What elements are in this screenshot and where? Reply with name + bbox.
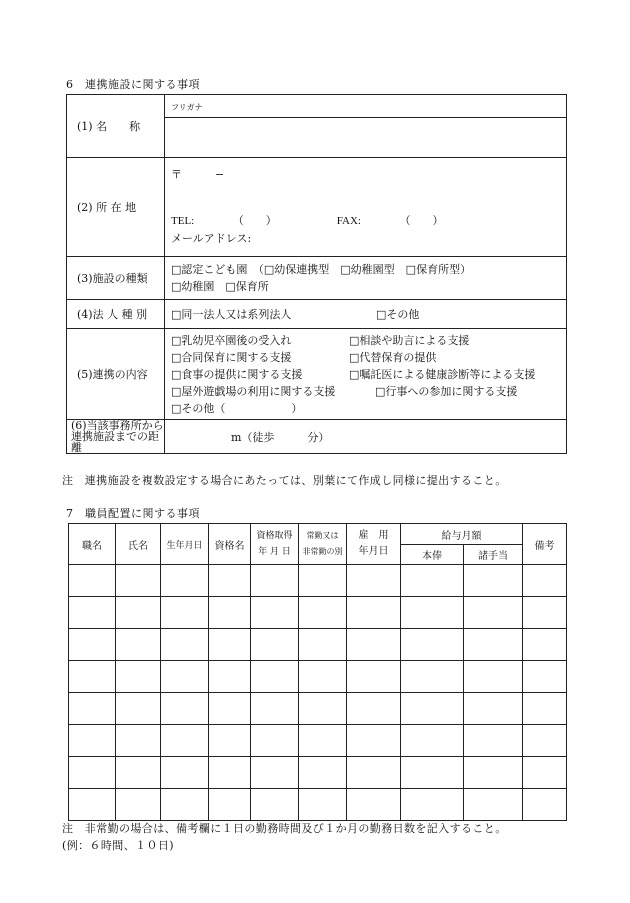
header-hire-date: 雇 用 年月日: [347, 524, 401, 565]
table-cell[interactable]: [116, 757, 161, 789]
table-cell[interactable]: [116, 693, 161, 725]
table-cell[interactable]: [401, 725, 464, 757]
table-cell[interactable]: [251, 565, 299, 597]
table-cell[interactable]: [209, 565, 251, 597]
name-field[interactable]: [165, 118, 567, 158]
facility-type-label: (3)施設の種類: [67, 257, 165, 300]
table-row: [69, 597, 567, 629]
table-cell[interactable]: [401, 661, 464, 693]
table-cell[interactable]: [347, 693, 401, 725]
header-name: 氏名: [116, 524, 161, 565]
table-cell[interactable]: [347, 789, 401, 821]
coop-option[interactable]: □相談や助言による支援: [349, 333, 470, 347]
furigana-field[interactable]: [165, 95, 567, 118]
distance-label: [67, 420, 165, 454]
table-cell[interactable]: [401, 565, 464, 597]
coop-option[interactable]: □代替保育の提供: [349, 350, 437, 364]
table-cell[interactable]: [161, 661, 209, 693]
table-row: [69, 789, 567, 821]
facility-type-options[interactable]: [165, 257, 567, 300]
table-cell[interactable]: [69, 757, 116, 789]
section7-note: 注 非常勤の場合は、備考欄に１日の勤務時間及び１か月の勤務日数を記入すること。: [62, 822, 507, 835]
table-cell[interactable]: [209, 661, 251, 693]
table-cell[interactable]: [299, 661, 347, 693]
section7-heading: 7 職員配置に関する事項: [66, 507, 200, 520]
table-cell[interactable]: [464, 597, 523, 629]
table-cell[interactable]: [116, 629, 161, 661]
table-cell[interactable]: [251, 725, 299, 757]
staff-table: [68, 523, 567, 821]
address-field[interactable]: [165, 158, 567, 257]
address-label: (2) 所 在 地: [67, 158, 165, 257]
table-row: [69, 725, 567, 757]
table-cell[interactable]: [299, 757, 347, 789]
fax-label: FAX: （ ）: [336, 215, 444, 227]
furigana-label: フリガナ: [171, 102, 203, 112]
header-qual-date: 資格取得 年 月 日: [251, 524, 299, 565]
table-cell[interactable]: [116, 789, 161, 821]
postal-code: 〒 −: [171, 168, 225, 181]
table-cell[interactable]: [161, 597, 209, 629]
table-cell[interactable]: [347, 597, 401, 629]
facility-type-line2[interactable]: □幼稚園 □保育所: [171, 280, 269, 293]
table-cell[interactable]: [161, 725, 209, 757]
corp-type-option-other[interactable]: □その他: [376, 308, 420, 321]
table-cell[interactable]: [299, 629, 347, 661]
table-cell[interactable]: [347, 661, 401, 693]
table-cell[interactable]: [464, 661, 523, 693]
table-cell[interactable]: [401, 629, 464, 661]
facility-table: [66, 94, 567, 454]
table-cell[interactable]: [69, 565, 116, 597]
corp-type-label: (4)法 人 種 別: [67, 300, 165, 329]
table-cell[interactable]: [251, 629, 299, 661]
table-cell[interactable]: [347, 725, 401, 757]
table-row: [69, 565, 567, 597]
table-cell[interactable]: [116, 661, 161, 693]
facility-type-line1[interactable]: □認定こども園 （□幼保連携型 □幼稚園型 □保育所型）: [171, 263, 472, 276]
table-cell[interactable]: [209, 693, 251, 725]
table-cell[interactable]: [299, 693, 347, 725]
table-cell[interactable]: [161, 789, 209, 821]
table-cell[interactable]: [347, 757, 401, 789]
table-cell[interactable]: [464, 757, 523, 789]
table-cell[interactable]: [209, 629, 251, 661]
table-cell[interactable]: [299, 597, 347, 629]
table-cell[interactable]: [69, 629, 116, 661]
name-label: (1) 名 称: [67, 95, 165, 158]
table-cell[interactable]: [161, 629, 209, 661]
table-cell[interactable]: [464, 789, 523, 821]
header-fulltime: 常勤又は 非常勤の別: [299, 524, 347, 565]
header-qualification: 資格名: [209, 524, 251, 565]
header-job: 職名: [69, 524, 116, 565]
table-cell[interactable]: [347, 565, 401, 597]
section6-note: 注 連携施設を複数設定する場合にあたっては、別葉にて作成し同様に提出すること。: [62, 474, 507, 487]
table-cell[interactable]: [523, 629, 567, 661]
table-cell[interactable]: [209, 757, 251, 789]
table-cell[interactable]: [209, 725, 251, 757]
table-cell[interactable]: [401, 693, 464, 725]
table-cell[interactable]: [523, 789, 567, 821]
table-cell[interactable]: [299, 565, 347, 597]
header-salary: 給与月額: [401, 524, 523, 545]
header-base-salary: 本俸: [401, 545, 464, 565]
table-cell[interactable]: [161, 757, 209, 789]
distance-label-line1: (6)当該事務所から: [71, 419, 164, 432]
cooperation-options[interactable]: [165, 329, 567, 420]
table-cell[interactable]: [69, 661, 116, 693]
table-row: [69, 693, 567, 725]
staff-rows: [69, 565, 567, 821]
table-cell[interactable]: [69, 693, 116, 725]
table-cell[interactable]: [161, 565, 209, 597]
table-cell[interactable]: [464, 565, 523, 597]
table-row: [69, 629, 567, 661]
table-cell[interactable]: [464, 693, 523, 725]
table-cell[interactable]: [251, 693, 299, 725]
table-cell[interactable]: [523, 757, 567, 789]
cooperation-label: (5)連携の内容: [67, 329, 165, 420]
corp-type-options[interactable]: [165, 300, 567, 329]
header-remarks: 備考: [523, 524, 567, 565]
table-cell[interactable]: [116, 725, 161, 757]
coop-option[interactable]: □食事の提供に関する支援: [171, 367, 303, 381]
table-cell[interactable]: [69, 725, 116, 757]
corp-type-option-same[interactable]: □同一法人又は系列法人: [171, 308, 292, 321]
header-dob: 生年月日: [161, 524, 209, 565]
table-cell[interactable]: [69, 597, 116, 629]
table-cell[interactable]: [401, 757, 464, 789]
table-cell[interactable]: [464, 629, 523, 661]
table-cell[interactable]: [116, 565, 161, 597]
section7-note-example: (例：６時間、１０日): [62, 839, 174, 852]
table-cell[interactable]: [464, 725, 523, 757]
email-label: メールアドレス:: [171, 232, 252, 245]
table-cell[interactable]: [523, 693, 567, 725]
table-cell[interactable]: [401, 789, 464, 821]
distance-field[interactable]: m（徒歩 分）: [165, 420, 567, 454]
table-row: [69, 757, 567, 789]
table-cell[interactable]: [209, 597, 251, 629]
table-cell[interactable]: [161, 693, 209, 725]
table-cell[interactable]: [523, 725, 567, 757]
table-cell[interactable]: [401, 597, 464, 629]
distance-label-line2: 連携施設までの距離: [71, 430, 159, 454]
table-row: [69, 661, 567, 693]
coop-option[interactable]: □嘱託医による健康診断等による支援: [349, 367, 536, 381]
table-cell[interactable]: [299, 789, 347, 821]
coop-option-other[interactable]: □その他（ ）: [171, 401, 303, 415]
table-cell[interactable]: [523, 565, 567, 597]
section6-heading: 6 連携施設に関する事項: [66, 78, 200, 91]
coop-option[interactable]: □乳幼児卒園後の受入れ: [171, 333, 292, 347]
coop-option[interactable]: □屋外遊戯場の利用に関する支援: [171, 384, 336, 398]
table-cell[interactable]: [116, 597, 161, 629]
coop-option[interactable]: □合同保育に関する支援: [171, 350, 292, 364]
table-cell[interactable]: [523, 597, 567, 629]
table-cell[interactable]: [251, 757, 299, 789]
table-cell[interactable]: [209, 789, 251, 821]
tel-label: TEL: （ ）: [171, 215, 277, 227]
table-cell[interactable]: [251, 789, 299, 821]
table-cell[interactable]: [251, 661, 299, 693]
table-cell[interactable]: [299, 725, 347, 757]
coop-option[interactable]: □行事への参加に関する支援: [375, 384, 518, 398]
table-cell[interactable]: [347, 629, 401, 661]
header-allowance: 諸手当: [464, 545, 523, 565]
table-cell[interactable]: [69, 789, 116, 821]
table-cell[interactable]: [523, 661, 567, 693]
table-cell[interactable]: [251, 597, 299, 629]
